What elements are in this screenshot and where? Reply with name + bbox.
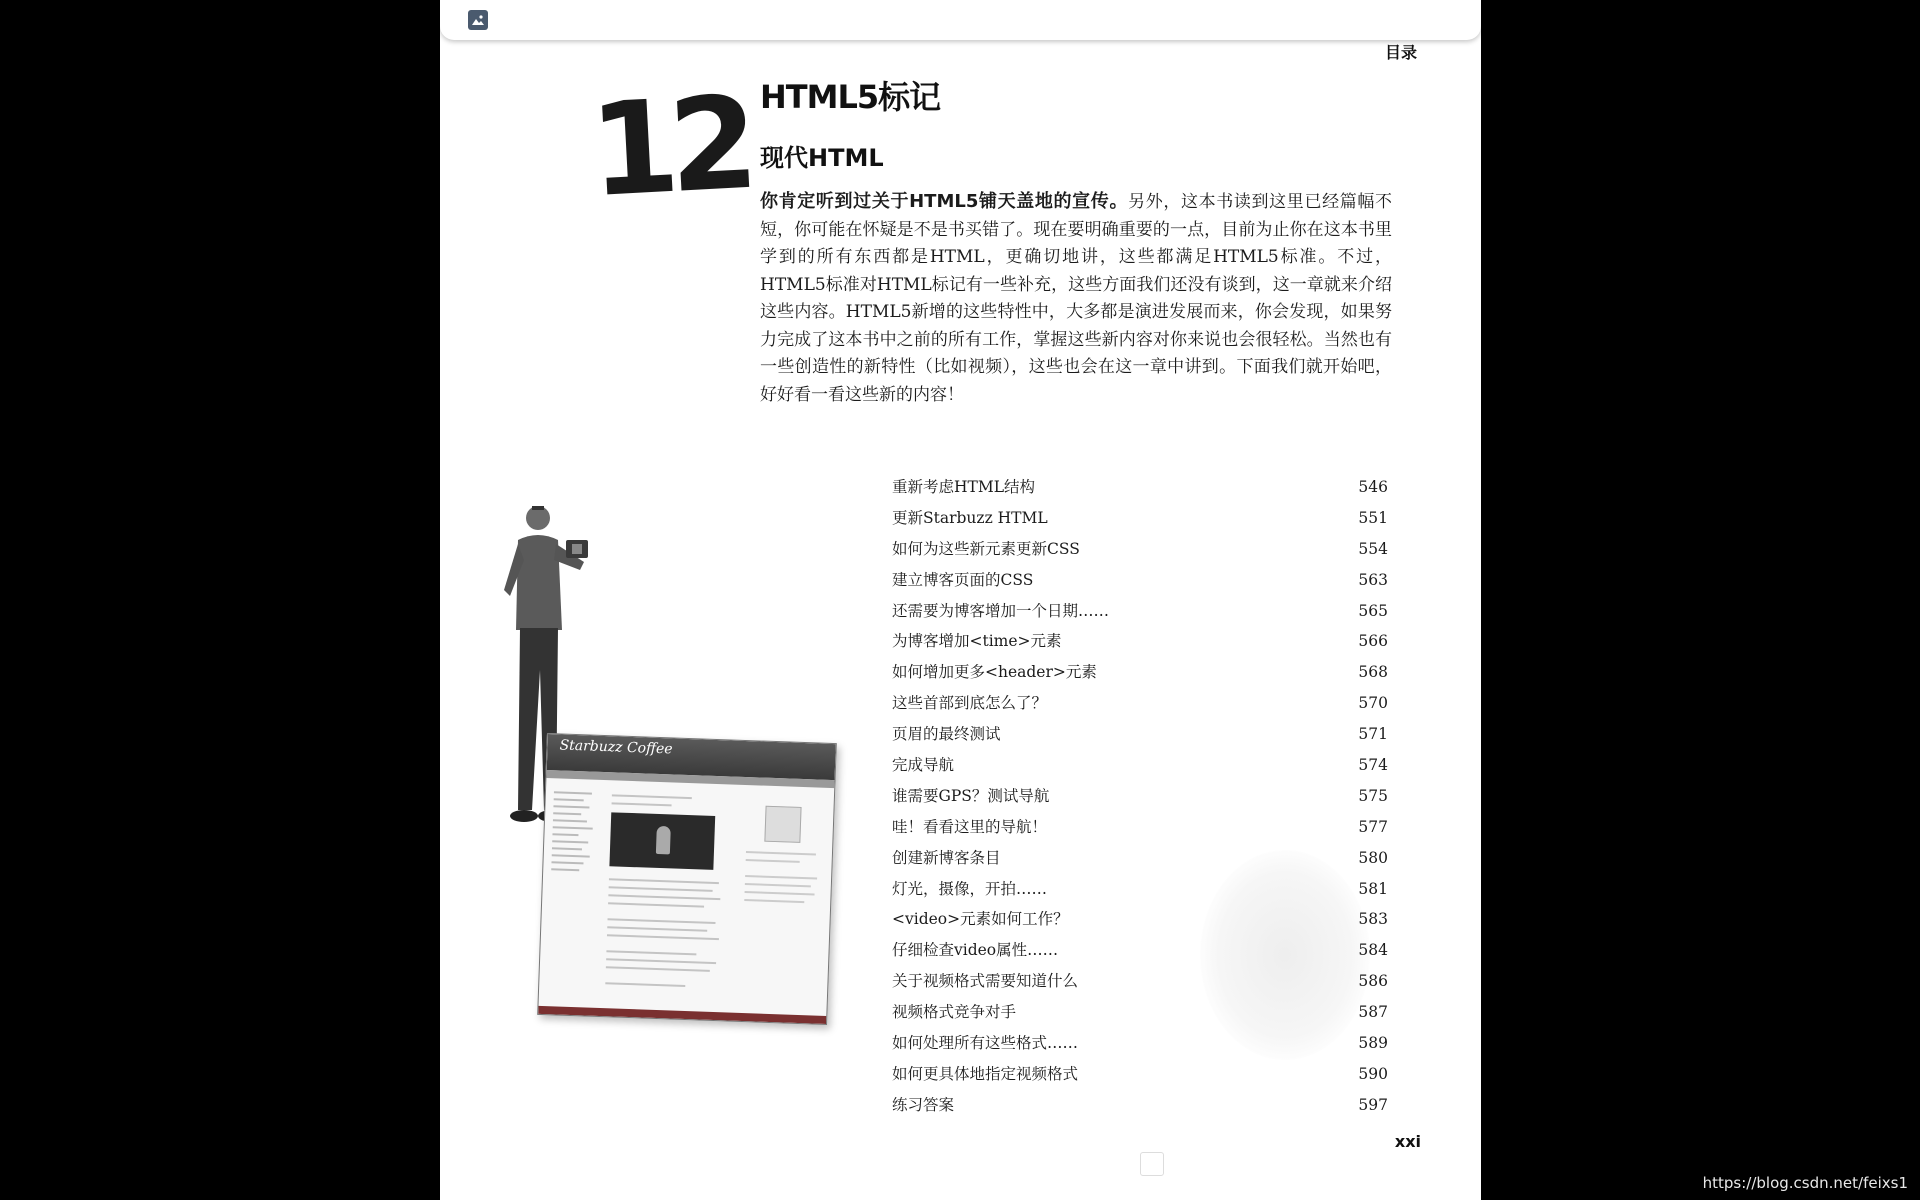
toc-entry-page: 575 (1358, 786, 1388, 805)
toc-entry[interactable] (892, 1059, 1388, 1090)
toc-entry-title: 灯光，摄像，开拍…… (892, 879, 1048, 898)
toc-entry[interactable] (892, 534, 1388, 565)
toc-entry-page: 571 (1358, 725, 1388, 744)
table-of-contents (892, 472, 1388, 1121)
screenshot-logo: Starbuzz Coffee (559, 737, 673, 758)
toc-entry-page: 554 (1358, 539, 1388, 558)
toc-entry-title: 仔细检查video属性…… (892, 941, 1059, 960)
toc-entry-title: 如何为这些新元素更新CSS (892, 539, 1080, 558)
viewer-toolbar (440, 0, 1481, 40)
toc-entry[interactable] (892, 750, 1388, 781)
toc-entry-title: <video>元素如何工作？ (892, 910, 1069, 929)
toc-entry[interactable] (892, 874, 1388, 905)
toc-entry-title: 更新Starbuzz HTML (892, 508, 1048, 527)
intro-lead: 你肯定听到过关于HTML5铺天盖地的宣传。 (760, 191, 1129, 212)
screenshot-video-player (609, 812, 715, 870)
watermark-url: https://blog.csdn.net/feixs1 (1702, 1174, 1908, 1192)
toc-entry[interactable] (892, 503, 1388, 534)
toc-entry-title: 这些首部到底怎么了？ (892, 694, 1048, 713)
toc-entry-page: 586 (1358, 972, 1388, 991)
toc-entry-title: 哇！看看这里的导航！ (892, 817, 1048, 836)
toc-entry-page: 551 (1358, 508, 1388, 527)
page-number: xxi (1394, 1132, 1421, 1151)
toc-entry[interactable] (892, 596, 1388, 627)
toc-entry-page: 589 (1358, 1034, 1388, 1053)
toc-entry-page: 563 (1358, 570, 1388, 589)
toc-entry-title: 如何更具体地指定视频格式 (892, 1064, 1079, 1083)
toc-entry[interactable] (892, 966, 1388, 997)
toc-entry-title: 关于视频格式需要知道什么 (892, 972, 1079, 991)
toc-entry-title: 页眉的最终测试 (892, 725, 1001, 744)
toc-entry[interactable] (892, 626, 1388, 657)
toc-entry[interactable] (892, 472, 1388, 503)
toc-entry-page: 597 (1358, 1095, 1388, 1114)
toc-entry-page: 583 (1358, 910, 1388, 929)
toc-entry-page: 584 (1358, 941, 1388, 960)
toc-entry-title: 视频格式竞争对手 (892, 1003, 1017, 1022)
toc-entry-page: 574 (1358, 756, 1388, 775)
toc-entry[interactable] (892, 688, 1388, 719)
toc-entry[interactable] (892, 657, 1388, 688)
toc-entry[interactable] (892, 812, 1388, 843)
toc-entry-page: 570 (1358, 694, 1388, 713)
chapter-subtitle: 现代HTML (760, 144, 884, 172)
toc-entry-page: 587 (1358, 1003, 1388, 1022)
toc-entry-page: 568 (1358, 663, 1388, 682)
document-page (440, 0, 1481, 1200)
toc-entry-title: 创建新博客条目 (892, 848, 1001, 867)
toc-entry-title: 如何增加更多<header>元素 (892, 663, 1097, 682)
toc-entry-title: 重新考虑HTML结构 (892, 478, 1036, 496)
image-icon[interactable] (468, 10, 488, 30)
toc-entry-page: 590 (1358, 1064, 1388, 1083)
toc-entry-title: 为博客增加<time>元素 (892, 632, 1062, 651)
toc-entry-page: 580 (1358, 848, 1388, 867)
toc-entry-title: 还需要为博客增加一个日期…… (892, 601, 1110, 620)
toc-entry-title: 建立博客页面的CSS (892, 570, 1034, 589)
section-label: 目录 (1384, 43, 1417, 62)
chapter-title: HTML5标记 (760, 78, 941, 116)
toc-entry[interactable] (892, 997, 1388, 1028)
toc-entry[interactable] (892, 843, 1388, 874)
intro-body: 另外，这本书读到这里已经篇幅不短，你可能在怀疑是不是书买错了。现在要明确重要的一点，目前为止你在这本书里学到的所有东西都是HTML，更确切地讲，这些都满足HTML5标准。不过，HTML5标准对HTML标记有一些补充，这些方面我们还没有谈到，这一章就来介绍这些内容。HTML5新增的这些特性中，大多都是演进发展而来，你会发现，如果努力完成了这本书中之前的所有工作，掌握这些新内容对你来说也会很轻松。当然也有一些创造性的新特性（比如视频），这些也会在这一章中讲到。下面我们就开始吧，好好看一看这些新的内容！ (760, 192, 1392, 405)
toc-entry[interactable] (892, 565, 1388, 596)
toc-entry-title: 如何处理所有这些格式…… (892, 1034, 1079, 1053)
toc-entry-page: 546 (1358, 478, 1388, 496)
toc-entry[interactable] (892, 904, 1388, 935)
toc-entry-title: 练习答案 (892, 1095, 955, 1114)
toc-entry-page: 566 (1358, 632, 1388, 651)
toc-entry[interactable] (892, 935, 1388, 966)
toc-entry[interactable] (892, 781, 1388, 812)
toc-entry-title: 谁需要GPS？测试导航 (892, 786, 1050, 805)
screenshot-aside (737, 793, 824, 1006)
toc-entry-title: 完成导航 (892, 756, 955, 775)
toc-entry[interactable] (892, 719, 1388, 750)
screenshot-sidebar (547, 786, 596, 997)
page-corner-marker (1140, 1152, 1164, 1176)
toc-entry-page: 565 (1358, 601, 1388, 620)
screenshot-footer (538, 1006, 826, 1024)
toc-entry[interactable] (892, 1090, 1388, 1121)
starbuzz-website-screenshot (537, 733, 837, 1025)
screenshot-main (599, 788, 734, 1002)
toc-entry-page: 581 (1358, 879, 1388, 898)
toc-entry-page: 577 (1358, 817, 1388, 836)
chapter-number: 12 (586, 68, 752, 227)
toc-entry[interactable] (892, 1028, 1388, 1059)
chapter-intro (760, 188, 1392, 409)
